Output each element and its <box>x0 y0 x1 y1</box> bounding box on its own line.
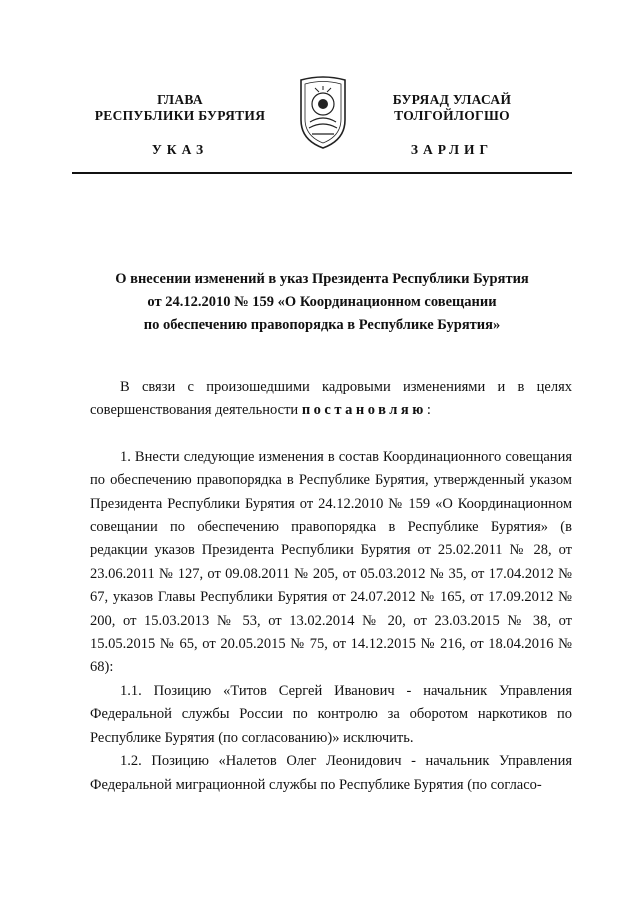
preamble-keyword: постановляю <box>301 402 427 419</box>
header-right-line1: БУРЯАД УЛАСАЙ <box>392 92 512 107</box>
header-right <box>362 92 542 124</box>
header-left-line1: ГЛАВА <box>157 92 203 107</box>
document-body <box>90 376 572 797</box>
coat-of-arms-emblem-icon <box>293 74 353 150</box>
doc-type-left: УКАЗ <box>151 142 209 157</box>
paragraph-gap <box>90 423 572 446</box>
header-divider <box>72 172 572 174</box>
item-1-1-paragraph: 1.1. Позицию «Титов Сергей Иванович - начальник Управления Федеральной службы России по контролю за оборотом наркотиков по Республике Бурятия (по согласованию)» исключить. <box>90 682 572 746</box>
header-right-line2: ТОЛГОЙЛОГШО <box>394 108 510 123</box>
title-line-3: по обеспечению правопорядка в Республике Бурятия» <box>143 317 501 333</box>
preamble-end: : <box>426 402 431 419</box>
item-1-paragraph: 1. Внести следующие изменения в состав Координационного совещания по обеспечению правопорядка в Республике Бурятия, утвержденный указом Президента Республики Бурятия от 24.12.2010 № 159 «О Координационном совещании по обеспечению правопорядка в Республике Бурятия» (в редакции указов Президента Республики Бурятия от 25.02.2011 № 28, от 23.06.2011 № 127, от 09.08.2011 № 205, от 05.03.2012 № 35, от 17.04.2012 № 67, указов Главы Республики Бурятия от 24.07.2012 № 165, от 17.09.2012 № 200, от 15.03.2013 № 53, от 13.02.2014 № 20, от 23.03.2015 № 38, от 15.05.2015 № 65, от 20.05.2015 № 75, от 14.12.2015 № 216, от 18.04.2016 № 68): <box>90 448 572 676</box>
header-left-line2: РЕСПУБЛИКИ БУРЯТИЯ <box>94 108 266 123</box>
preamble-paragraph <box>90 376 572 423</box>
header-left <box>80 92 280 124</box>
doc-type-right: ЗАРЛИГ <box>410 142 494 157</box>
title-line-2: от 24.12.2010 № 159 «О Координационном совещании <box>147 294 497 310</box>
title-line-1: О внесении изменений в указ Президента Республики Бурятия <box>115 271 529 287</box>
preamble-text: В связи с произошедшими кадровыми изменениями и в целях совершенствования деятельности <box>90 379 572 419</box>
item-1-2-paragraph: 1.2. Позицию «Налетов Олег Леонидович - начальник Управления Федеральной миграционной службы по Республике Бурятия (по согласо- <box>90 753 572 793</box>
document-title <box>72 268 572 337</box>
